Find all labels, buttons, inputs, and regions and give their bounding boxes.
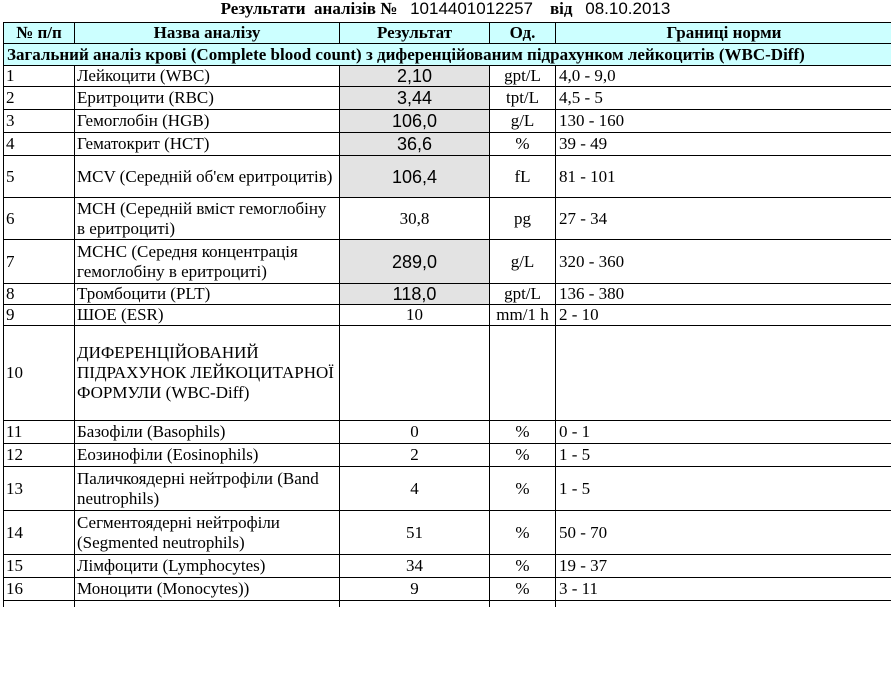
row-norm: 1 - 5 — [556, 444, 891, 467]
row-number: 5 — [4, 156, 75, 198]
table-row — [4, 87, 891, 110]
table-row — [4, 66, 891, 87]
table-row — [4, 240, 891, 284]
section-title: Загальний аналіз крові (Complete blood count) з диференційованим підрахунком лейкоцитів (WBC-Diff) — [4, 44, 891, 66]
row-norm: 1 - 5 — [556, 467, 891, 511]
row-name: Лейкоцити (WBC) — [75, 66, 340, 87]
row-norm: 50 - 70 — [556, 511, 891, 555]
row-number: 7 — [4, 240, 75, 284]
row-name: Сегментоядерні нейтрофіли (Segmented neutrophils) — [75, 511, 340, 555]
empty-cell — [556, 601, 891, 608]
results-table — [3, 22, 891, 607]
col-unit: Од. — [490, 23, 556, 44]
empty-cell — [340, 601, 490, 608]
row-number: 10 — [4, 326, 75, 421]
row-number: 15 — [4, 555, 75, 578]
row-result: 51 — [340, 511, 490, 555]
row-name: Гематокрит (HCT) — [75, 133, 340, 156]
table-row — [4, 421, 891, 444]
row-name: Гемоглобін (HGB) — [75, 110, 340, 133]
row-norm — [556, 326, 891, 421]
row-unit: fL — [490, 156, 556, 198]
row-norm: 3 - 11 — [556, 578, 891, 601]
row-norm: 27 - 34 — [556, 198, 891, 240]
row-number: 14 — [4, 511, 75, 555]
row-number: 13 — [4, 467, 75, 511]
table-row — [4, 198, 891, 240]
row-result: 36,6 — [340, 133, 490, 156]
row-result: 0 — [340, 421, 490, 444]
row-norm: 130 - 160 — [556, 110, 891, 133]
report-title — [0, 0, 891, 18]
col-norm: Границі норми — [556, 23, 891, 44]
row-name: ДИФЕРЕНЦІЙОВАНИЙ ПІДРАХУНОК ЛЕЙКОЦИТАРНОЇ ФОРМУЛИ (WBC-Diff) — [75, 326, 340, 421]
empty-cell — [75, 601, 340, 608]
row-result: 2,10 — [340, 66, 490, 87]
row-unit — [490, 326, 556, 421]
row-unit: % — [490, 467, 556, 511]
row-name: Паличкоядерні нейтрофіли (Band neutrophils) — [75, 467, 340, 511]
row-number: 4 — [4, 133, 75, 156]
row-result: 106,4 — [340, 156, 490, 198]
row-unit: % — [490, 421, 556, 444]
row-number: 1 — [4, 66, 75, 87]
row-number: 11 — [4, 421, 75, 444]
row-unit: % — [490, 511, 556, 555]
row-number: 3 — [4, 110, 75, 133]
row-name: Тромбоцити (PLT) — [75, 284, 340, 305]
table-row — [4, 555, 891, 578]
table-row — [4, 305, 891, 326]
analysis-date: 08.10.2013 — [585, 0, 671, 18]
row-unit: % — [490, 133, 556, 156]
row-number: 12 — [4, 444, 75, 467]
row-name: MCH (Середній вміст гемоглобіну в еритроциті) — [75, 198, 340, 240]
row-norm: 2 - 10 — [556, 305, 891, 326]
row-number: 6 — [4, 198, 75, 240]
table-row — [4, 326, 891, 421]
col-result: Результат — [340, 23, 490, 44]
row-result: 10 — [340, 305, 490, 326]
row-unit: mm/1 h — [490, 305, 556, 326]
row-name: ШОЕ (ESR) — [75, 305, 340, 326]
row-result — [340, 326, 490, 421]
empty-cell — [490, 601, 556, 608]
row-norm: 81 - 101 — [556, 156, 891, 198]
row-norm: 4,0 - 9,0 — [556, 66, 891, 87]
row-result: 34 — [340, 555, 490, 578]
row-name: Лімфоцити (Lymphocytes) — [75, 555, 340, 578]
row-name: Еозинофіли (Eosinophils) — [75, 444, 340, 467]
row-unit: g/L — [490, 240, 556, 284]
row-unit: % — [490, 555, 556, 578]
table-row — [4, 467, 891, 511]
row-unit: tpt/L — [490, 87, 556, 110]
row-result: 9 — [340, 578, 490, 601]
row-name: MCV (Середній об'єм еритроцитів) — [75, 156, 340, 198]
row-norm: 136 - 380 — [556, 284, 891, 305]
row-name: Моноцити (Monocytes)) — [75, 578, 340, 601]
table-row — [4, 444, 891, 467]
row-norm: 39 - 49 — [556, 133, 891, 156]
row-result: 106,0 — [340, 110, 490, 133]
row-norm: 4,5 - 5 — [556, 87, 891, 110]
row-name: Еритроцити (RBC) — [75, 87, 340, 110]
date-label: від — [550, 0, 573, 18]
row-norm: 19 - 37 — [556, 555, 891, 578]
row-number: 9 — [4, 305, 75, 326]
table-row — [4, 578, 891, 601]
section-header — [4, 44, 891, 66]
row-result: 118,0 — [340, 284, 490, 305]
row-number: 2 — [4, 87, 75, 110]
row-unit: gpt/L — [490, 284, 556, 305]
table-row — [4, 511, 891, 555]
analysis-number: 1014401012257 — [410, 0, 533, 18]
row-result: 289,0 — [340, 240, 490, 284]
row-norm: 320 - 360 — [556, 240, 891, 284]
table-header — [4, 23, 891, 44]
row-number: 8 — [4, 284, 75, 305]
table-row — [4, 284, 891, 305]
row-norm: 0 - 1 — [556, 421, 891, 444]
row-number: 16 — [4, 578, 75, 601]
row-unit: pg — [490, 198, 556, 240]
row-unit: % — [490, 444, 556, 467]
title-label: Результати аналізів № — [220, 0, 398, 18]
row-unit: % — [490, 578, 556, 601]
row-result: 3,44 — [340, 87, 490, 110]
table-row — [4, 133, 891, 156]
col-name: Назва аналізу — [75, 23, 340, 44]
table-row — [4, 110, 891, 133]
table-row — [4, 156, 891, 198]
row-name: MCHC (Середня концентрація гемоглобіну в еритроциті) — [75, 240, 340, 284]
row-unit: gpt/L — [490, 66, 556, 87]
row-result: 30,8 — [340, 198, 490, 240]
row-result: 2 — [340, 444, 490, 467]
table-row-partial — [4, 601, 891, 608]
col-number: № п/п — [4, 23, 75, 44]
empty-cell — [4, 601, 75, 608]
row-name: Базофіли (Basophils) — [75, 421, 340, 444]
row-unit: g/L — [490, 110, 556, 133]
row-result: 4 — [340, 467, 490, 511]
